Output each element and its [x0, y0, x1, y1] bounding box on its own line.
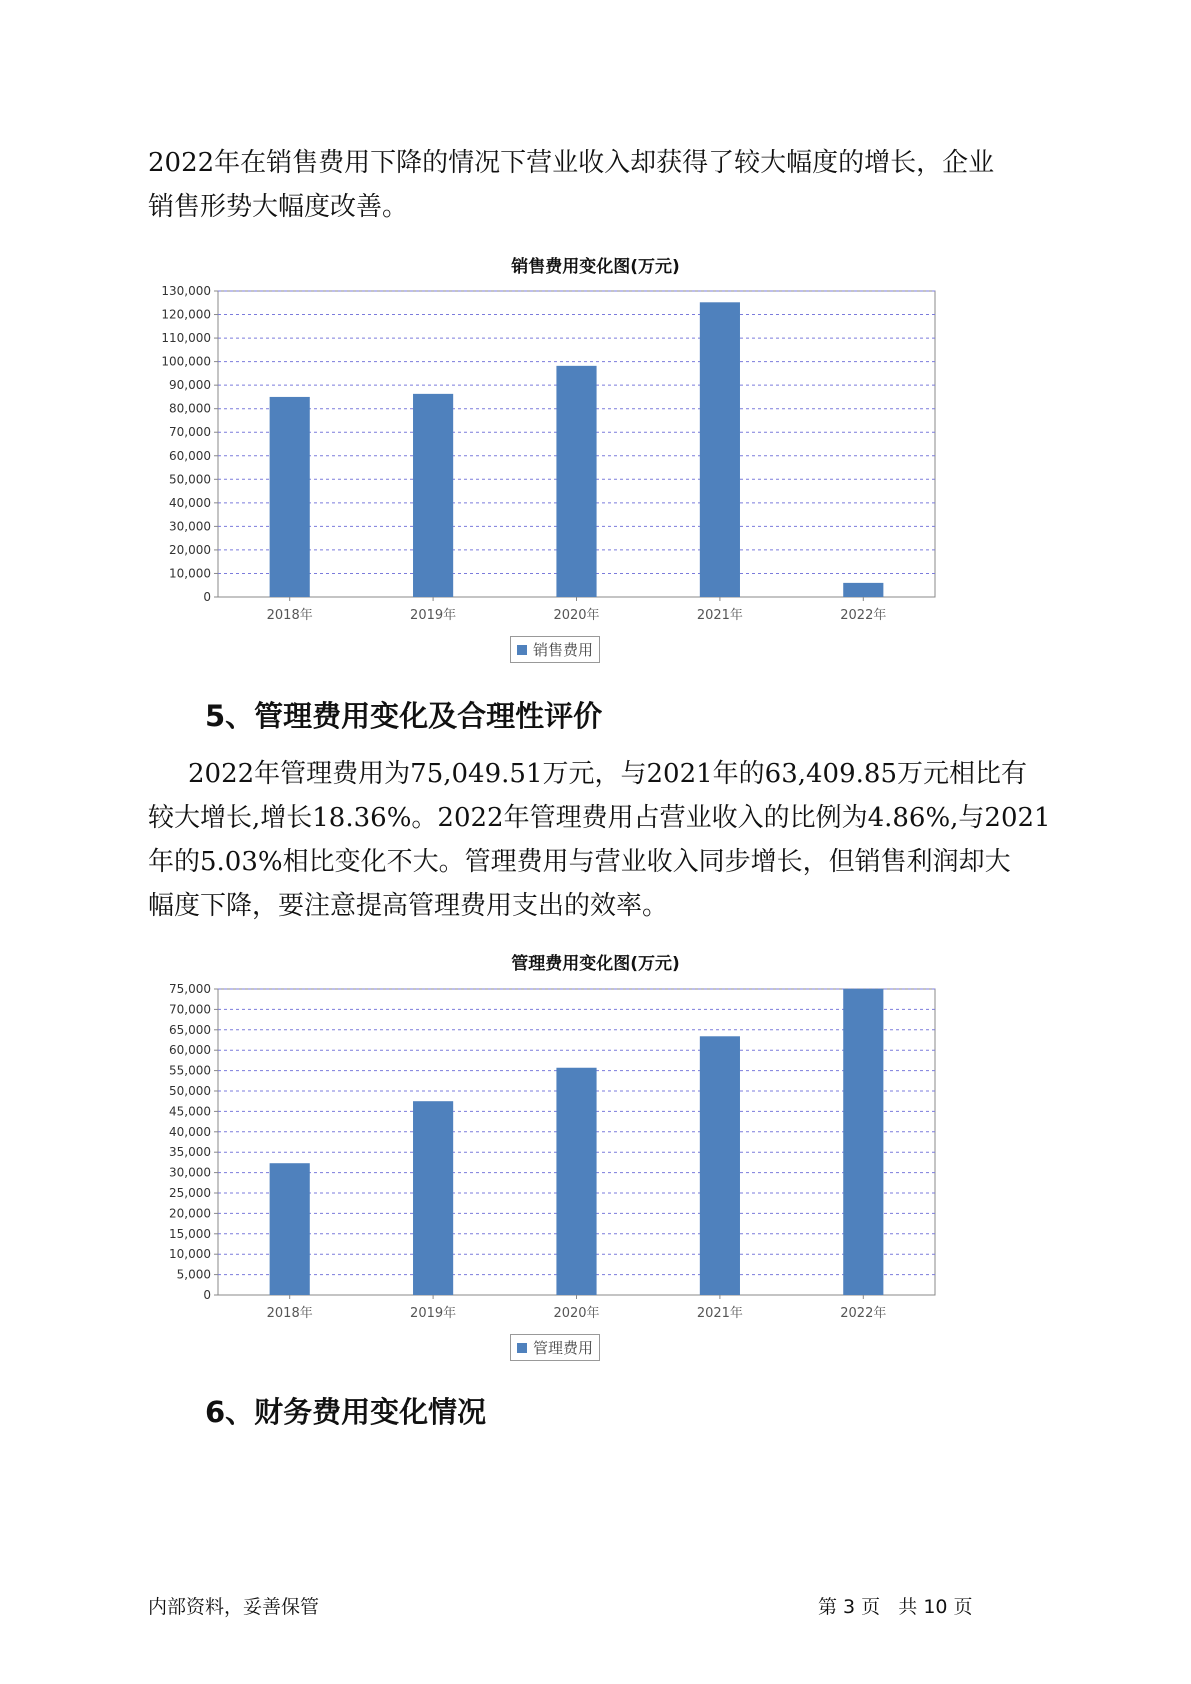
- y-tick-label: 50,000: [169, 472, 211, 487]
- legend-swatch: [517, 645, 527, 655]
- bar-2021年: [700, 302, 740, 597]
- x-tick-label: 2020年: [553, 1306, 600, 1321]
- y-tick-label: 0: [203, 1288, 211, 1302]
- y-tick-label: 10,000: [169, 1247, 211, 1262]
- y-tick-label: 110,000: [161, 331, 211, 346]
- y-tick-label: 15,000: [169, 1226, 211, 1241]
- legend-swatch: [517, 1343, 527, 1353]
- y-tick-label: 130,000: [161, 284, 211, 298]
- y-tick-label: 30,000: [169, 1165, 211, 1180]
- sales-expense-chart: [150, 285, 950, 625]
- section-5-heading: 5、管理费用变化及合理性评价: [205, 699, 603, 733]
- y-tick-label: 100,000: [161, 354, 211, 369]
- section-5-line-3: 年的5.03%相比变化不大。管理费用与营业收入同步增长，但销售利润却大: [148, 847, 1011, 877]
- y-tick-label: 5,000: [176, 1267, 211, 1282]
- y-tick-label: 60,000: [169, 448, 211, 463]
- bar-2018年: [270, 397, 310, 597]
- x-tick-label: 2022年: [840, 1306, 887, 1321]
- bar-2022年: [843, 583, 883, 597]
- intro-paragraph: [148, 141, 1048, 229]
- x-tick-label: 2018年: [266, 1306, 313, 1321]
- x-tick-label: 2018年: [266, 608, 313, 623]
- bar-2020年: [556, 366, 596, 597]
- admin-chart-legend: [510, 1334, 600, 1361]
- bar-2018年: [270, 1163, 310, 1295]
- section-5-line-2: 较大增长,增长18.36%。2022年管理费用占营业收入的比例为4.86%,与2021: [148, 803, 1051, 833]
- sales-chart-title: 销售费用变化图(万元): [511, 257, 680, 277]
- bar-2019年: [413, 1101, 453, 1295]
- legend-label: 管理费用: [533, 1339, 594, 1357]
- y-tick-label: 40,000: [169, 1124, 211, 1139]
- x-tick-label: 2019年: [410, 608, 457, 623]
- y-tick-label: 40,000: [169, 495, 211, 510]
- y-tick-label: 20,000: [169, 1206, 211, 1221]
- intro-line-1: 2022年在销售费用下降的情况下营业收入却获得了较大幅度的增长，企业: [148, 148, 995, 178]
- footer-left: 内部资料，妥善保管: [148, 1596, 320, 1618]
- footer-right: 第 3 页 共 10 页: [818, 1596, 973, 1618]
- y-tick-label: 30,000: [169, 519, 211, 534]
- y-tick-label: 25,000: [169, 1186, 211, 1200]
- section-5-paragraph: [148, 752, 1051, 928]
- section-5-line-4: 幅度下降，要注意提高管理费用支出的效率。: [148, 891, 669, 921]
- y-tick-label: 75,000: [169, 982, 211, 996]
- legend-label: 销售费用: [533, 641, 594, 659]
- section-6-heading: 6、财务费用变化情况: [205, 1395, 487, 1429]
- y-tick-label: 70,000: [169, 1002, 211, 1017]
- x-tick-label: 2021年: [696, 1306, 743, 1321]
- sales-chart-legend: [510, 636, 600, 663]
- y-tick-label: 45,000: [169, 1104, 211, 1119]
- x-tick-label: 2021年: [696, 608, 743, 623]
- y-tick-label: 70,000: [169, 425, 211, 440]
- y-tick-label: 55,000: [169, 1063, 211, 1078]
- y-tick-label: 60,000: [169, 1043, 211, 1058]
- x-tick-label: 2019年: [410, 1306, 457, 1321]
- y-tick-label: 0: [203, 590, 211, 604]
- y-tick-label: 90,000: [169, 378, 211, 393]
- y-tick-label: 120,000: [161, 307, 211, 322]
- intro-line-2: 销售形势大幅度改善。: [148, 192, 409, 222]
- y-tick-label: 65,000: [169, 1022, 211, 1037]
- bar-2022年: [843, 989, 883, 1295]
- y-tick-label: 50,000: [169, 1084, 211, 1098]
- admin-chart-title: 管理费用变化图(万元): [511, 954, 680, 974]
- section-5-line-1: 2022年管理费用为75,049.51万元，与2021年的63,409.85万元相比有: [188, 759, 1027, 789]
- x-tick-label: 2022年: [840, 608, 887, 623]
- admin-expense-chart: [150, 983, 950, 1323]
- y-tick-label: 10,000: [169, 566, 211, 581]
- bar-2021年: [700, 1036, 740, 1295]
- bar-2020年: [556, 1068, 596, 1295]
- y-tick-label: 80,000: [169, 401, 211, 416]
- y-tick-label: 35,000: [169, 1145, 211, 1160]
- x-tick-label: 2020年: [553, 608, 600, 623]
- bar-2019年: [413, 394, 453, 597]
- y-tick-label: 20,000: [169, 542, 211, 557]
